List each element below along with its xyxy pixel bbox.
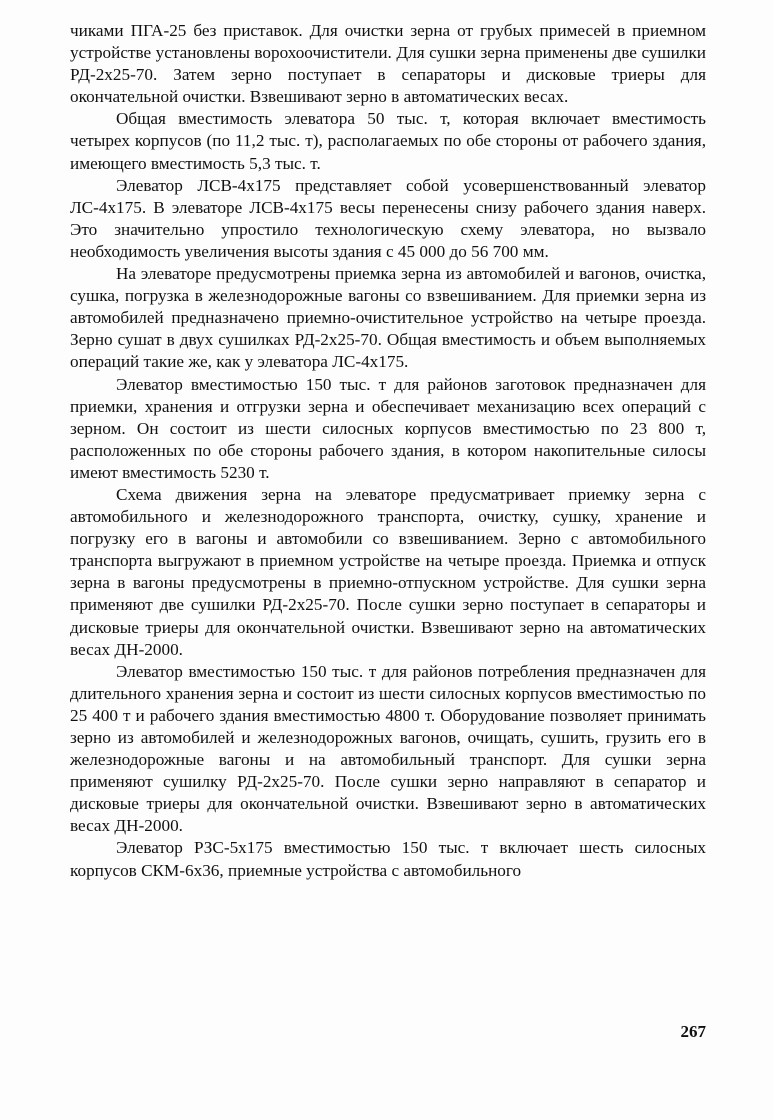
paragraph-continuation: чиками ПГА-25 без приставок. Для очистки зерна от грубых примесей в приемном устройстве установлены ворохоочистители. Для сушки зерна применены две сушилки РД-2х25-70. Затем зерно поступает в сепараторы и дисковые триеры для окончательной очистки. Взвешивают зерно в автоматических весах.: [70, 21, 706, 107]
paragraph-elevator-operations: На элеваторе предусмотрены приемка зерна из автомобилей и вагонов, очистка, сушка, погрузка в железнодорожные вагоны со взвешиванием. Для приемки зерна из автомобилей предназначено приемно-очистительное устройство на четыре проезда. Зерно сушат в двух сушилках РД-2х25-70. Общая вместимость и объем выполняемых операций такие же, как у элеватора ЛС-4х175.: [70, 264, 706, 372]
paragraph-lsv-elevator: Элеватор ЛСВ-4х175 представляет собой усовершенствованный элеватор ЛС-4х175. В элеваторе ЛСВ-4х175 весы перенесены снизу рабочего здания наверх. Это значительно упростило технологическую схему элеватора, но вызвало необходимость увеличения высоты здания с 45 000 до 56 700 мм.: [70, 175, 706, 261]
page-number: 267: [680, 1022, 706, 1041]
paragraph-consumption-elevator: Элеватор вместимостью 150 тыс. т для районов потребления предназначен для длительного хранения зерна и состоит из шести силосных корпусов вместимостью по 25 400 т и рабочего здания вместимостью 4800 т. Оборудование позволяет принимать зерно из автомобилей и железнодорожных вагонов, очищать, сушить, грузить его в железнодорожные вагоны и на автомобильный транспорт. Для сушки зерна применяют сушилку РД-2х25-70. После сушки зерно направляют в сепаратор и дисковые триеры для окончательной очистки. Взвешивают зерно в автоматических весах ДН-2000.: [70, 661, 706, 836]
paragraph-total-capacity: Общая вместимость элеватора 50 тыс. т, которая включает вместимость четырех корпусов (по 11,2 тыс. т), располагаемых по обе стороны от рабочего здания, имеющего вместимость 5,3 тыс. т.: [70, 109, 706, 173]
body-text: [70, 20, 706, 882]
paragraph-rzs-elevator: Элеватор РЗС-5х175 вместимостью 150 тыс. т включает шесть силосных корпусов СКМ-6х36, приемные устройства с автомобильного: [70, 838, 706, 880]
paragraph-grain-flow-scheme: Схема движения зерна на элеваторе предусматривает приемку зерна с автомобильного и железнодорожного транспорта, очистку, сушку, хранение и погрузку его в вагоны и автомобили со взвешиванием. Зерно с автомобильного транспорта выгружают в приемном устройстве на четыре проезда. Приемка и отпуск зерна в вагоны предусмотрены в приемно-отпускном устройстве. Для сушки зерна применяют две сушилки РД-2х25-70. После сушки зерно поступает в сепараторы и дисковые триеры для окончательной очистки. Взвешивают зерно на автоматических весах ДН-2000.: [70, 484, 706, 659]
paragraph-procurement-elevator: Элеватор вместимостью 150 тыс. т для районов заготовок предназначен для приемки, хранения и отгрузки зерна и обеспечивает механизацию всех операций с зерном. Он состоит из шести силосных корпусов вместимостью по 23 800 т, расположенных по обе стороны рабочего здания, в котором накопительные силосы имеют вместимость 5230 т.: [70, 374, 706, 482]
